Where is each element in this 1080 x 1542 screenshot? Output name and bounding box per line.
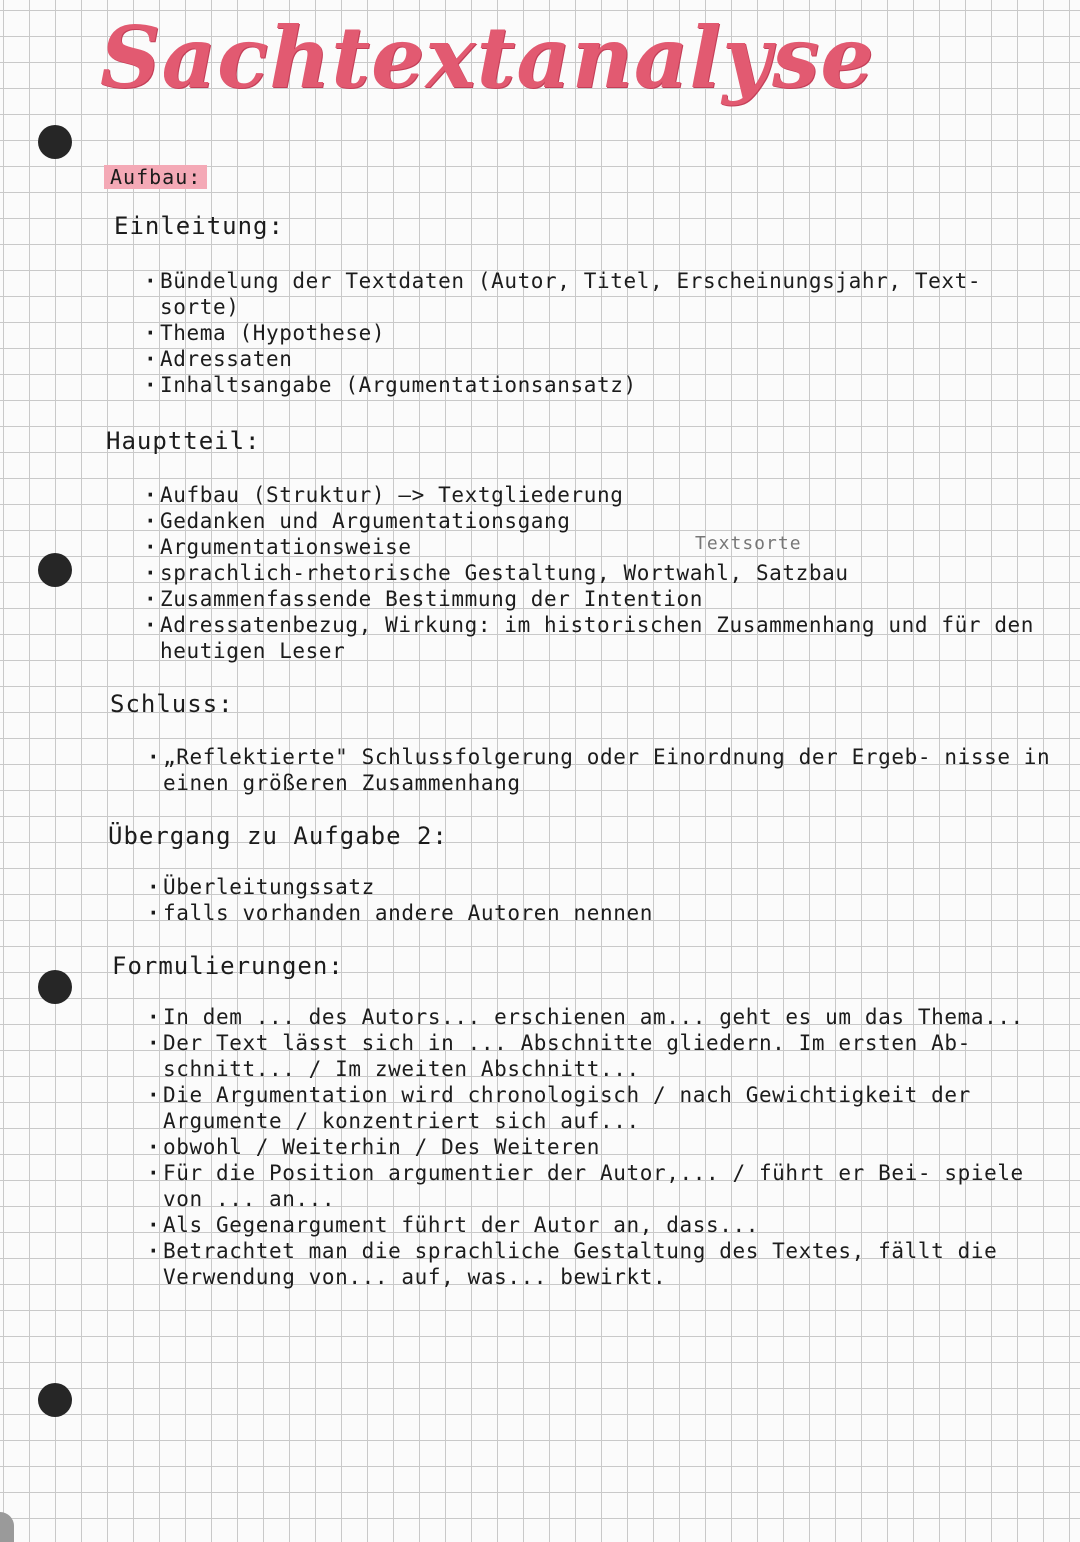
formulierungen-list xyxy=(145,1004,1060,1290)
list-item: · Für die Position argumentier der Autor,... / führt er Bei- spiele von ... an... xyxy=(145,1160,1060,1212)
list-item: · Gedanken und Argumentationsgang xyxy=(142,508,1057,534)
list-item: · Inhaltsangabe (Argumentationsansatz) xyxy=(142,372,1042,398)
list-item: · Aufbau (Struktur) —> Textgliederung xyxy=(142,482,1057,508)
list-item: · Zusammenfassende Bestimmung der Intention xyxy=(142,586,1057,612)
list-item: · sprachlich-rhetorische Gestaltung, Wortwahl, Satzbau xyxy=(142,560,1057,586)
list-item: · Als Gegenargument führt der Autor an, dass... xyxy=(145,1212,1060,1238)
binder-hole-2 xyxy=(38,553,72,587)
section-label-aufbau xyxy=(104,162,207,190)
list-item: · Argumentationsweise xyxy=(142,534,1057,560)
page-edge-shadow xyxy=(0,1512,14,1542)
list-item: · falls vorhanden andere Autoren nennen xyxy=(145,900,1045,926)
list-item: · Adressatenbezug, Wirkung: im historischen Zusammenhang und für den heutigen Leser xyxy=(142,612,1057,664)
list-item: · Thema (Hypothese) xyxy=(142,320,1042,346)
list-item: · „Reflektierte" Schlussfolgerung oder Einordnung der Ergeb- nisse in einen größeren Zusammenhang xyxy=(145,744,1055,796)
list-item: · obwohl / Weiterhin / Des Weiteren xyxy=(145,1134,1060,1160)
textsorte-note: Textsorte xyxy=(695,533,802,554)
page-title: Sachtextanalyse xyxy=(100,8,875,107)
schluss-list xyxy=(145,744,1055,796)
uebergang-list xyxy=(145,874,1045,926)
heading-formulierungen: Formulierungen: xyxy=(112,952,344,980)
list-item: · In dem ... des Autors... erschienen am... geht es um das Thema... xyxy=(145,1004,1060,1030)
heading-uebergang: Übergang zu Aufgabe 2: xyxy=(108,822,448,850)
binder-hole-4 xyxy=(38,1383,72,1417)
heading-einleitung: Einleitung: xyxy=(114,212,284,240)
binder-hole-1 xyxy=(38,125,72,159)
list-item: · Überleitungssatz xyxy=(145,874,1045,900)
aufbau-highlight: Aufbau: xyxy=(104,165,207,189)
binder-hole-3 xyxy=(38,970,72,1004)
heading-schluss: Schluss: xyxy=(110,690,234,718)
list-item: · Die Argumentation wird chronologisch / nach Gewichtigkeit der Argumente / konzentriert sich auf... xyxy=(145,1082,1060,1134)
list-item: · Bündelung der Textdaten (Autor, Titel, Erscheinungsjahr, Text- sorte) xyxy=(142,268,1042,320)
einleitung-list xyxy=(142,268,1042,398)
hauptteil-list xyxy=(142,482,1057,664)
heading-hauptteil: Hauptteil: xyxy=(106,427,261,455)
list-item: · Adressaten xyxy=(142,346,1042,372)
list-item: · Betrachtet man die sprachliche Gestaltung des Textes, fällt die Verwendung von... auf, was... bewirkt. xyxy=(145,1238,1060,1290)
list-item: · Der Text lässt sich in ... Abschnitte gliedern. Im ersten Ab- schnitt... / Im zweiten Abschnitt... xyxy=(145,1030,1060,1082)
